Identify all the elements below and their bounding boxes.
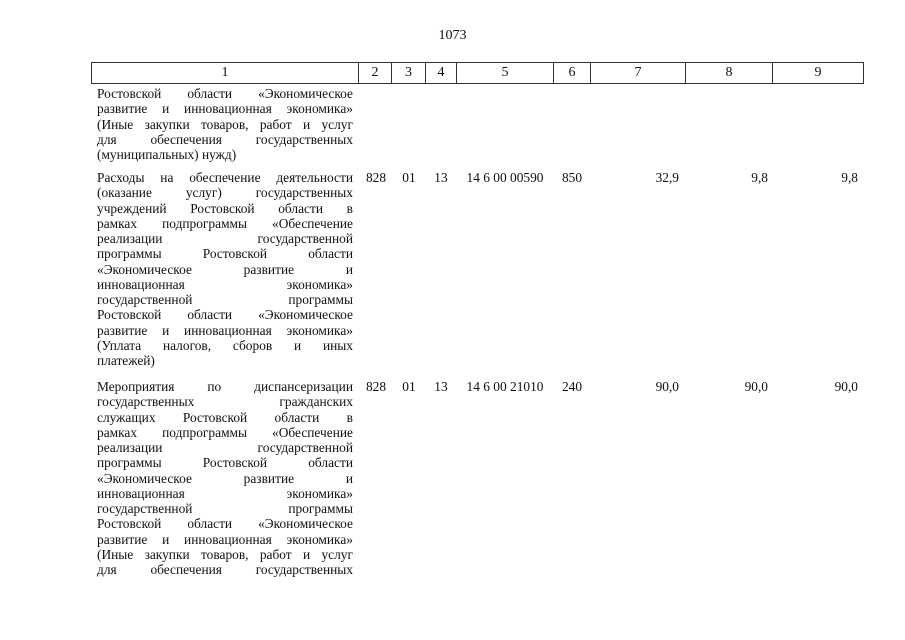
cell-amount-year-2: 9,8	[751, 170, 768, 185]
description-line: служащих Ростовской области в	[97, 409, 353, 425]
description-line: инновационная экономика»	[97, 485, 353, 501]
description-line: для обеспечения государственных	[97, 562, 353, 577]
column-header-2: 2	[358, 62, 392, 84]
description-line: Мероприятия по диспансеризации	[97, 379, 353, 394]
page-number: 1073	[438, 28, 467, 43]
description-line: (оказание услуг) государственных	[97, 185, 353, 201]
description-line: платежей)	[97, 353, 155, 368]
column-header-1: 1	[91, 62, 359, 84]
cell-amount-year-1: 32,9	[655, 170, 679, 185]
description-line: Ростовской области «Экономическое	[97, 307, 353, 323]
description-line: программы Ростовской области	[97, 455, 353, 471]
description-line: рамках подпрограммы «Обеспечение	[97, 424, 353, 440]
column-header-3: 3	[391, 62, 426, 84]
cell-amount-year-2: 90,0	[744, 379, 768, 394]
description-line: программы Ростовской области	[97, 246, 353, 262]
cell-section: 01	[402, 170, 416, 185]
description-line: (муниципальных) нужд)	[97, 147, 237, 162]
description-line: рамках подпрограммы «Обеспечение	[97, 215, 353, 231]
column-header-7: 7	[590, 62, 686, 84]
column-header-8: 8	[685, 62, 773, 84]
description-line: для обеспечения государственных	[97, 131, 353, 147]
description-line: (Уплата налогов, сборов и иных	[97, 337, 353, 353]
column-header-5: 5	[456, 62, 554, 84]
description-line: «Экономическое развитие и	[97, 261, 353, 277]
column-header-6: 6	[553, 62, 591, 84]
cell-expense-type: 850	[561, 170, 583, 185]
cell-admin-code: 828	[365, 170, 387, 185]
cell-expense-type: 240	[561, 379, 583, 394]
description-line: реализации государственной	[97, 440, 353, 455]
description-line: Ростовской области «Экономическое	[97, 86, 353, 101]
description-line: (Иные закупки товаров, работ и услуг	[97, 546, 353, 562]
description-line: реализации государственной	[97, 231, 353, 246]
column-header-9: 9	[772, 62, 864, 84]
row-description	[97, 379, 353, 577]
cell-subsection: 13	[434, 170, 448, 185]
cell-amount-year-1: 90,0	[655, 379, 679, 394]
description-line: «Экономическое развитие и	[97, 470, 353, 486]
cell-amount-year-3: 9,8	[841, 170, 858, 185]
description-line: государственной программы	[97, 292, 353, 307]
cell-section: 01	[402, 379, 416, 394]
cell-target-article: 14 6 00 21010	[466, 379, 544, 394]
description-line: учреждений Ростовской области в	[97, 200, 353, 216]
description-line: Ростовской области «Экономическое	[97, 516, 353, 532]
description-line: Расходы на обеспечение деятельности	[97, 170, 353, 185]
column-header-4: 4	[425, 62, 457, 84]
description-line: (Иные закупки товаров, работ и услуг	[97, 116, 353, 132]
row-description	[97, 170, 353, 368]
cell-target-article: 14 6 00 00590	[466, 170, 544, 185]
cell-admin-code: 828	[365, 379, 387, 394]
description-line: государственных гражданских	[97, 394, 353, 410]
description-line: развитие и инновационная экономика»	[97, 322, 353, 338]
description-line: развитие и инновационная экономика»	[97, 531, 353, 547]
description-line: развитие и инновационная экономика»	[97, 101, 353, 117]
description-line: государственной программы	[97, 501, 353, 516]
row-description	[97, 86, 353, 162]
cell-subsection: 13	[434, 379, 448, 394]
cell-amount-year-3: 90,0	[834, 379, 858, 394]
description-line: инновационная экономика»	[97, 276, 353, 292]
